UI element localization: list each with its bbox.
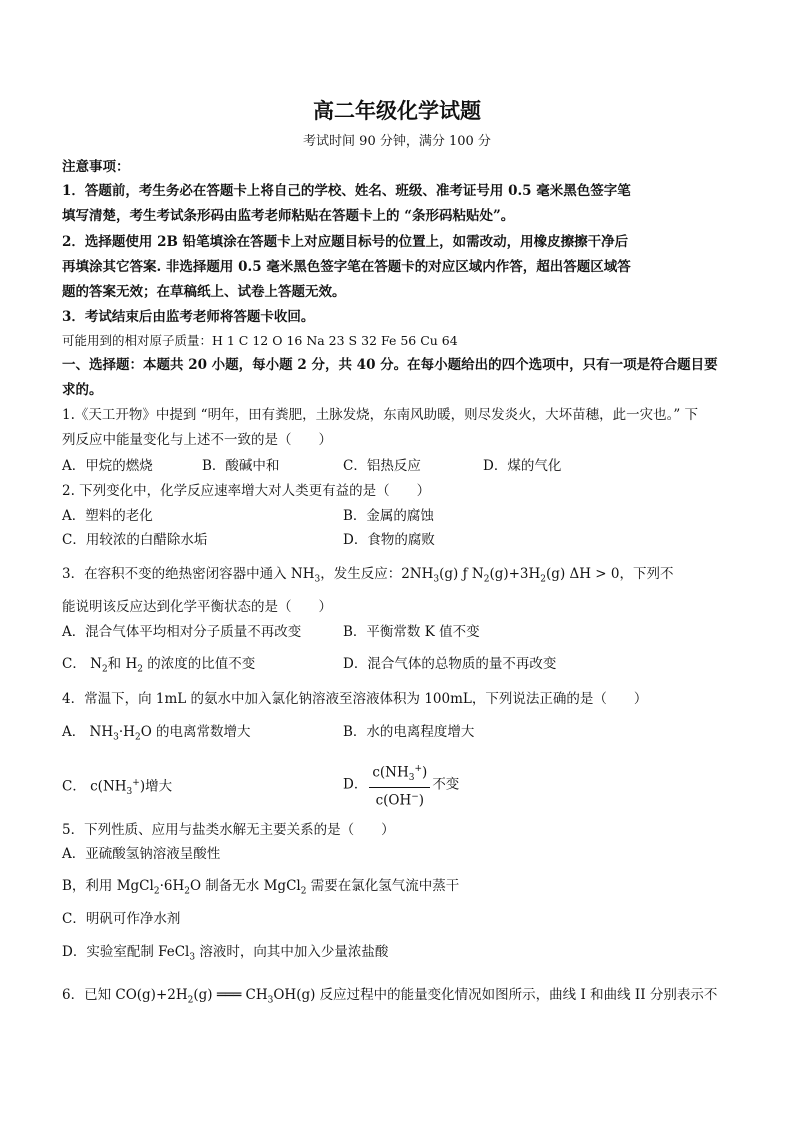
- notice-item-3: 3．考试结束后由监考老师将答题卡收回。: [62, 309, 315, 325]
- q1-stem-cont: 列反应中能量变化与上述不一致的是（ ）: [62, 432, 332, 448]
- subscript: 2: [153, 886, 160, 897]
- q3-stem-text: ，发生反应：2NH: [320, 566, 434, 582]
- numerator-text: c(NH: [372, 764, 409, 781]
- q5-option-a: A．亚硫酸氢钠溶液呈酸性: [62, 846, 221, 862]
- q2-option-a: A．塑料的老化: [62, 508, 153, 524]
- subscript: 2: [540, 574, 547, 585]
- q4-option-d: [343, 760, 459, 810]
- q5-stem: 5．下列性质、应用与盐类水解无主要关系的是（ ）: [62, 822, 395, 838]
- fraction-denominator: c(OH−): [375, 792, 425, 809]
- subscript: 3: [126, 787, 133, 798]
- fraction-numerator: $c(NH_3^+)$: [369, 760, 430, 788]
- q5-option-d-text: 溶液时，向其中加入少量浓盐酸: [195, 944, 389, 960]
- page-title: 高二年级化学试题: [313, 98, 481, 123]
- atomic-masses: 可能用到的相对原子质量：H 1 C 12 O 16 Na 23 S 32 Fe 56 Cu 64: [62, 333, 458, 348]
- q1-option-d: D．煤的气化: [483, 458, 562, 474]
- denominator-text: c(OH: [375, 792, 412, 809]
- q3-option-c-text: 的浓度的比值不变: [142, 656, 256, 672]
- q3-option-b: B．平衡常数 K 值不变: [343, 624, 480, 640]
- q3-stem-text: 3．在容积不变的绝热密闭容器中通入 NH: [62, 566, 315, 582]
- q1-option-b: B．酸碱中和: [202, 458, 280, 474]
- subscript: 3: [189, 952, 196, 963]
- superscript: +: [132, 778, 140, 788]
- q3-option-c-text: 和 H: [107, 656, 138, 672]
- q5-option-b: [62, 876, 459, 902]
- superscript: −: [411, 792, 419, 803]
- section-1-heading: 一、选择题：本题共 20 小题，每小题 2 分，共 40 分。在每小题给出的四个选项中，只有一项是符合题目要: [62, 357, 718, 373]
- q4-option-c: [62, 773, 172, 802]
- subscript: 2: [134, 732, 141, 743]
- notice-item-2: 2．选择题使用 2B 铅笔填涂在答题卡上对应题目标号的位置上，如需改动，用橡皮擦擦干净后: [62, 234, 629, 250]
- q5-option-b-text: ·6H: [159, 878, 185, 894]
- exam-info: 考试时间 90 分钟，满分 100 分: [303, 134, 491, 149]
- q3-option-a: A．混合气体平均相对分子质量不再改变: [62, 624, 302, 640]
- q6-stem-text: (g) ═══ CH: [193, 987, 268, 1003]
- q5-option-b-text: 需要在氯化氢气流中蒸干: [306, 878, 460, 894]
- q1-option-c: C．铝热反应: [343, 458, 421, 474]
- notice-item-2-cont: 再填涂其它答案. 非选择题用 0.5 毫米黑色签字笔在答题卡的对应区域内作答，超出答题区域答: [62, 259, 631, 275]
- q1-option-a: A．甲烷的燃烧: [62, 458, 153, 474]
- subscript: 2: [184, 886, 190, 897]
- subscript: 2: [101, 664, 108, 675]
- q5-option-c: C．明矾可作净水剂: [62, 911, 181, 927]
- subscript: 3: [314, 574, 321, 585]
- subscript: 2: [483, 574, 490, 585]
- q2-option-b: B．金属的腐蚀: [343, 508, 434, 524]
- q6-stem-text: OH(g) 反应过程中的能量变化情况如图所示，曲线 I 和曲线 II 分别表示不: [273, 987, 718, 1003]
- notice-heading: 注意事项：: [62, 159, 130, 175]
- q5-option-d: [62, 942, 388, 968]
- q4-option-a-text: O 的电离常数增大: [140, 724, 251, 740]
- q4-option-d-label: D．: [343, 776, 368, 793]
- subscript: 2: [187, 995, 194, 1006]
- q4-stem: 4．常温下，向 1mL 的氨水中加入氯化钠溶液至溶液体积为 100mL，下列说法正确的是（ ）: [62, 691, 648, 707]
- q4-option-c-text: C． c(NH: [62, 778, 127, 795]
- q3-stem-cont: 能说明该反应达到化学平衡状态的是（ ）: [62, 599, 332, 615]
- superscript: +: [414, 764, 423, 774]
- subscript: 2: [300, 886, 307, 897]
- q4-option-c-text: )增大: [139, 778, 173, 795]
- notice-item-1: 1．答题前，考生务必在答题卡上将自己的学校、姓名、班级、准考证号用 0.5 毫米黑色签字笔: [62, 183, 631, 199]
- q2-stem: 2. 下列变化中，化学反应速率增大对人类更有益的是（ ）: [62, 483, 431, 499]
- subscript: 3: [267, 995, 274, 1006]
- q6-stem: [62, 985, 717, 1011]
- section-1-heading-cont: 求的。: [62, 382, 103, 398]
- q3-stem-text: (g)+3H: [489, 566, 541, 582]
- subscript: 3: [113, 732, 119, 743]
- q3-stem: [62, 564, 674, 590]
- concentration-ratio: [369, 760, 430, 810]
- q2-option-d: D．食物的腐败: [343, 532, 435, 548]
- subscript: 3: [408, 773, 415, 784]
- q4-option-b: B．水的电离程度增大: [343, 724, 475, 740]
- q4-option-a: [62, 722, 251, 748]
- q4-option-d-text: 不变: [432, 776, 460, 793]
- q5-option-b-text: B，利用 MgCl: [62, 878, 154, 894]
- q5-option-d-text: D．实验室配制 FeCl: [62, 944, 190, 960]
- q3-option-c: [62, 654, 255, 680]
- subscript: 3: [433, 574, 440, 585]
- q3-stem-text: (g) ƒ N: [439, 566, 484, 582]
- q4-option-a-text: A． NH: [62, 724, 114, 740]
- q3-option-c-text: C． N: [62, 656, 102, 672]
- subscript: 2: [137, 664, 143, 675]
- q6-stem-text: 6．已知 CO(g)+2H: [62, 987, 188, 1003]
- notice-item-2-cont2: 题的答案无效；在草稿纸上、试卷上答题无效。: [62, 284, 346, 300]
- q3-stem-text: (g) ΔH > 0，下列不: [546, 566, 674, 582]
- q2-option-c: C．用较浓的白醋除水垢: [62, 532, 208, 548]
- q1-stem: 1.《天工开物》中提到 “明年，田有粪肥，土脉发烧，东南风助暖，则尽发炎火，大坏苗穗，此一灾也。” 下: [62, 407, 699, 423]
- notice-item-1-cont: 填写清楚，考生考试条形码由监考老师粘贴在答题卡上的 “条形码粘贴处”。: [62, 208, 515, 224]
- q4-option-a-text: ·H: [118, 724, 135, 740]
- q5-option-b-text: O 制备无水 MgCl: [189, 878, 301, 894]
- q3-option-d: D．混合气体的总物质的量不再改变: [343, 656, 557, 672]
